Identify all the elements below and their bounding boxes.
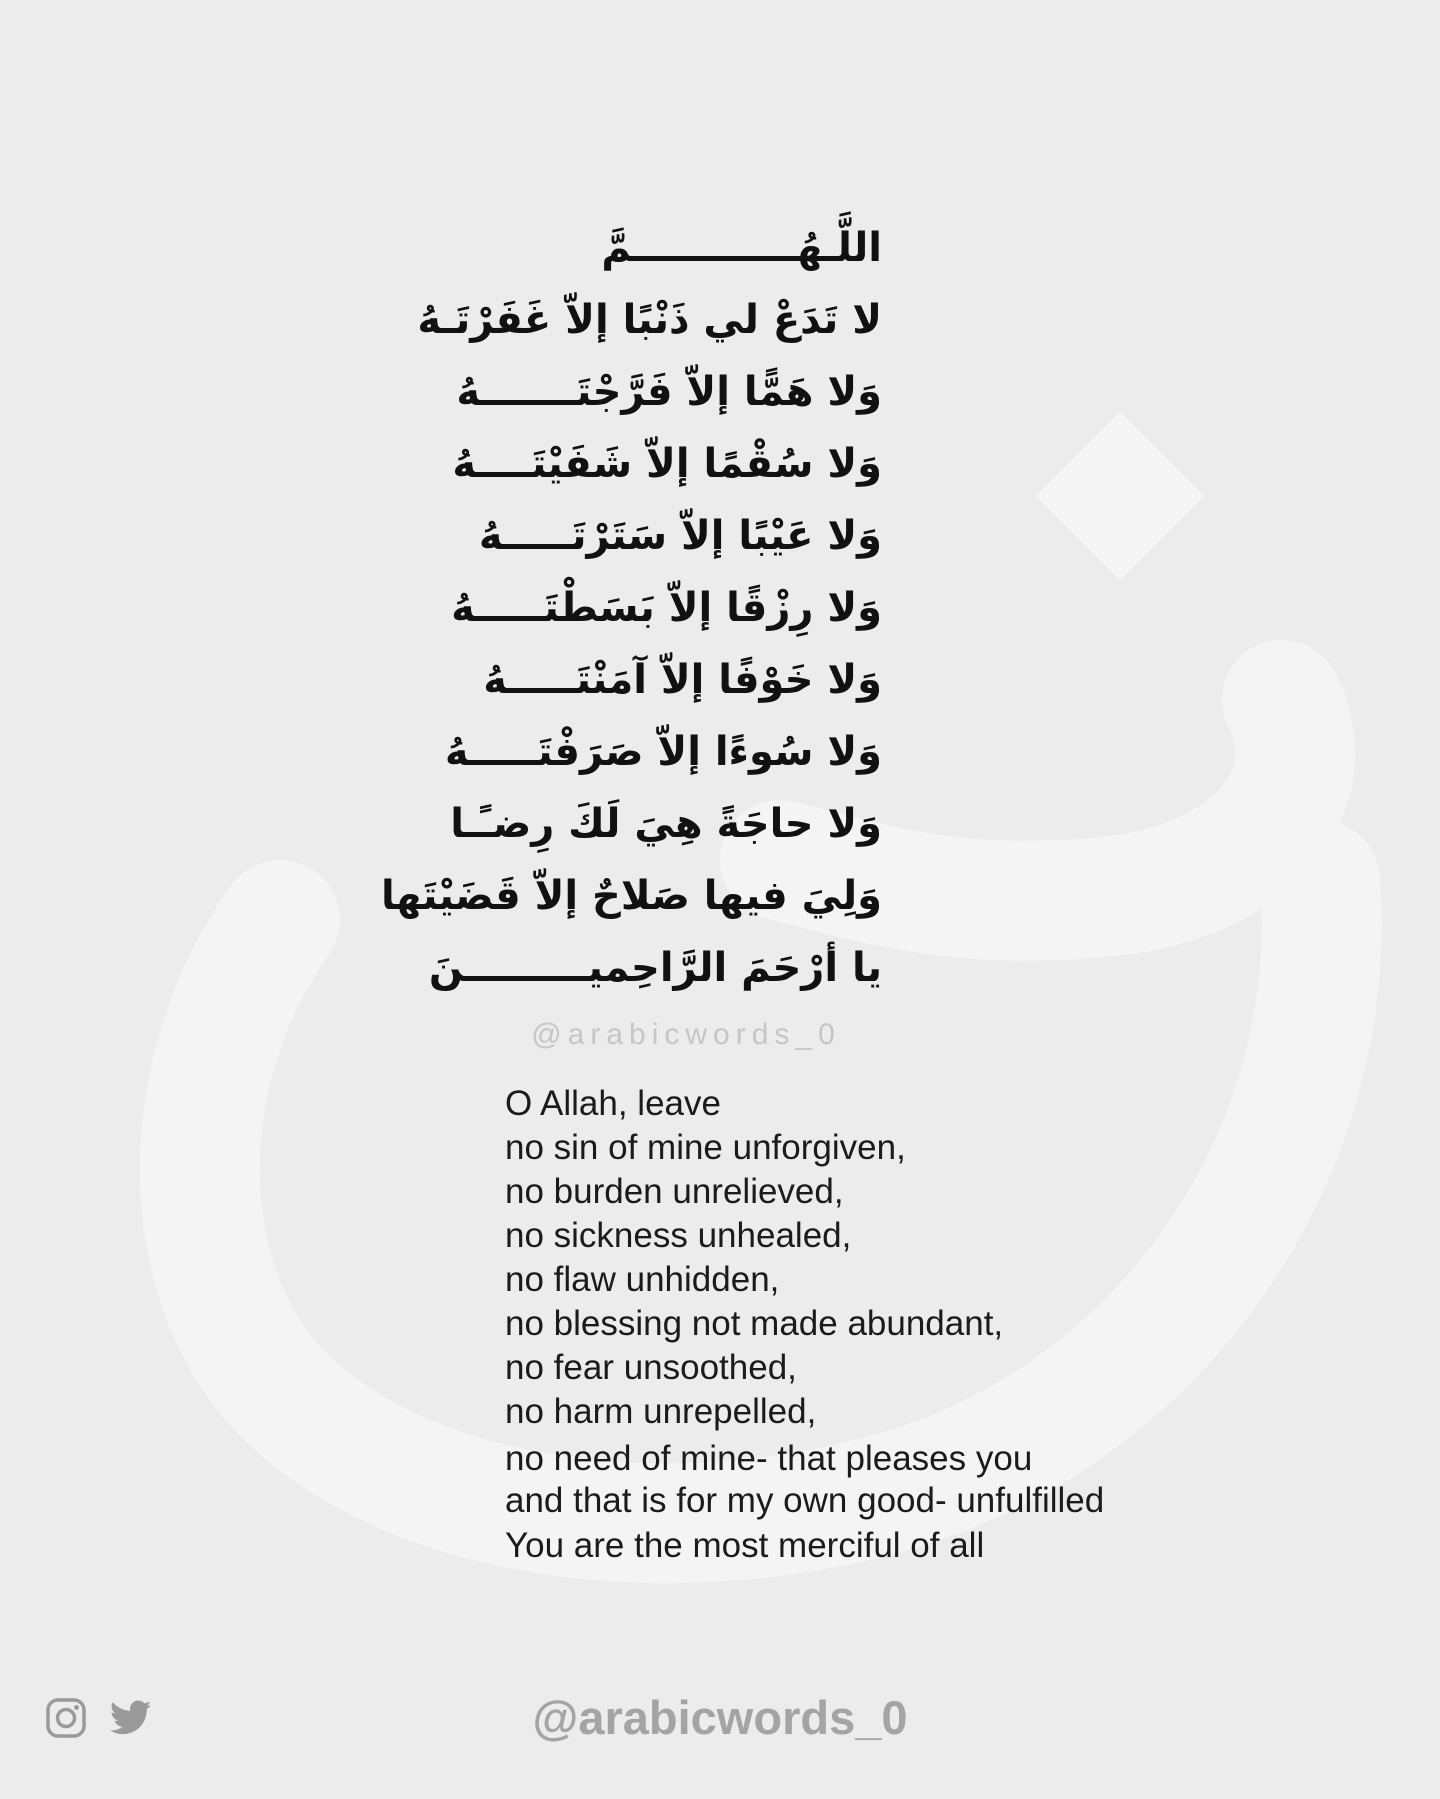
watermark-handle: @arabicwords_0 xyxy=(531,1018,841,1051)
arabic-line: وَلا سُوءًا إلاّ صَرَفْتَـــــهُ xyxy=(444,729,882,775)
footer-handle[interactable]: @arabicwords_0 xyxy=(532,1691,908,1744)
arabic-line: لا تَدَعْ لي ذَنْبًا إلاّ غَفَرْتَـهُ xyxy=(417,297,882,343)
arabic-line: اللَّـهُــــــــــــمَّ xyxy=(601,225,882,271)
english-line: no flaw unhidden, xyxy=(505,1260,780,1299)
english-line: no sickness unhealed, xyxy=(505,1216,852,1255)
english-translation xyxy=(505,1082,1205,1568)
arabic-line: وَلا خَوْفًا إلاّ آمَنْتَـــــهُ xyxy=(483,657,882,703)
arabic-line: يا أرْحَمَ الرَّاحِميـــــــــنَ xyxy=(428,945,882,991)
arabic-line: وَلا سُقْمًا إلاّ شَفَيْتَــــهُ xyxy=(452,441,882,487)
arabic-line: وَلِيَ فيها صَلاحٌ إلاّ قَضَيْتَها xyxy=(380,873,882,919)
instagram-icon[interactable] xyxy=(46,1698,86,1738)
arabic-line: وَلا حاجَةً هِيَ لَكَ رِضـًـا xyxy=(450,801,882,847)
arabic-line: وَلا رِزْقًا إلاّ بَسَطْتَـــــهُ xyxy=(451,585,882,631)
english-line: no burden unrelieved, xyxy=(505,1172,844,1211)
twitter-icon[interactable] xyxy=(110,1700,152,1736)
english-line: no harm unrepelled, xyxy=(505,1392,817,1431)
arabic-line: وَلا هَمًّا إلاّ فَرَّجْتَـــــــهُ xyxy=(456,369,882,415)
english-line: no need of mine- that pleases you xyxy=(505,1439,1033,1478)
english-line: and that is for my own good- unfulfilled xyxy=(505,1481,1105,1520)
english-line: You are the most merciful of all xyxy=(505,1526,985,1565)
english-line: no sin of mine unforgiven, xyxy=(505,1128,906,1167)
english-line: no fear unsoothed, xyxy=(505,1348,797,1387)
social-icons xyxy=(46,1698,152,1738)
arabic-line: وَلا عَيْبًا إلاّ سَتَرْتَـــــهُ xyxy=(478,513,882,559)
arabic-prayer xyxy=(380,212,882,1004)
english-line: no blessing not made abundant, xyxy=(505,1304,1004,1343)
english-line: O Allah, leave xyxy=(505,1084,721,1123)
